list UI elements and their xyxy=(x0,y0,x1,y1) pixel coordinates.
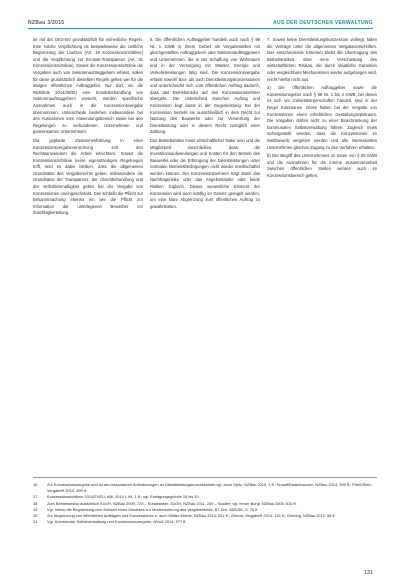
footnote-text: Vgl. Kommunale Selbstverwaltung und Konzessionsvergabe, NVwZ 2014, 977 ff. xyxy=(47,519,187,525)
footnote-number: 17 xyxy=(33,494,38,500)
footnote-number: 21 xyxy=(33,519,38,525)
footnote-text: Zur Konzessionsvergabe und zu den besonderen Anforderungen an Dienstleistungskonzessionen vgl. auch Opitz, NZBau 2015, 1 ff.; Knauff/Badenhausen, NZBau 2014, 395 ff.; Prieß/Stein, VergabeR 2014, 499 ff. xyxy=(47,482,373,494)
paragraph: ler mit der GKS-BV grundsätzlich für einheitliche Regeln. Eine solche Verpflichtung ist beispielsweise die zeitliche Begrenzung der Laufzeit (Art. 18 Konzessionsrichtlinie) und die Verpflichtung zur Ex-ante-Transparenz (Art. 31 Konzessionsrichtlinie). Soweit die Konzessionsrichtlinie die Vergaben auch von Sektorenauftraggebern erfasst, sollen für diese grundsätzlich dieselben Regeln gelten wie für die übrigen öffentlichen Auftraggeber. Nur dort, wo die Richtlinie 2014/25/EU eine Sonderbehandlung von Sektorenauftraggebern vorsieht, werden spezifische Ausnahmen auch in die Konzessionsvergabe übernommen. Unterschiede bestehen insbesondere bei den Ausnahmen vom Anwendungsbereich sowie bei den Regelungen zu verbundenen Unternehmen und gemeinsamen Unternehmen. xyxy=(33,37,143,135)
footnote-text: Zur Abgrenzung von öffentlichen Aufträgen und Konzessionen s. auch Müller-Wrede, NZBau 2014, 321 ff.; Ziekow, VergabeR 2014, 115 ff.; Gröning, NZBau 2015, 58 ff. xyxy=(47,513,336,519)
text-column-1 xyxy=(33,37,143,476)
section-title: AUS DER DEUTSCHEN VERWALTUNG xyxy=(273,20,373,26)
footnote-text: Konzessionsrichtlinie 2014/23/EU, ABl. 2014 L 94, 1 ff.; vgl. Erwägungsgründe 18 bis 20. xyxy=(47,494,200,500)
footnote xyxy=(33,519,377,525)
footnote-number: 19 xyxy=(33,506,38,512)
header-rule xyxy=(28,28,373,29)
footnote-number: 18 xyxy=(33,500,38,506)
footnote-text: Zum Betriebsrisiko ausführlich EuGH, NZBau 2009, 729 – Eurawasser; EuGH, NZBau 2011, 239 – Stadler; vgl. ferner Burgi, NZBau 2005, 610 ff. xyxy=(47,500,297,506)
footnote xyxy=(33,482,377,494)
paragraph: b) Der Begriff des Unternehmens im Sinne von § 99 GWB und die Ausnahmen für die interne Zusammenarbeit zwischen öffentlichen Stellen werden auch im Konzessionsbereich gelten. xyxy=(267,153,377,178)
footnote-number: 16 xyxy=(33,482,38,487)
footnote-text: Vgl. hierzu die Begründung zum Entwurf eines Gesetzes zur Modernisierung des Vergaberechts, BT-Drs. 18/6281, S. 75 ff. xyxy=(47,506,259,512)
page-number: 131 xyxy=(363,570,373,576)
paragraph: Das Betriebsrisiko muss wirtschaftlicher Natur sein und die Möglichkeit einschließen, dass die Investitionsaufwendungen und Kosten für den Betrieb des Bauwerks oder die Erbringung der Dienstleistungen unter normalen Betriebsbedingungen nicht wieder erwirtschaftet werden können. Der Konzessionsnehmer trägt damit das Nachfragerisiko oder das Angebotsrisiko oder beide Risiken zugleich. Dieses wesentliche Element der Konzession wird auch künftig im Gesetz geregelt werden, um eine klare Abgrenzung zum öffentlichen Auftrag zu gewährleisten. xyxy=(150,137,260,209)
text-column-3 xyxy=(267,37,377,475)
journal-issue: NZBau 3/2015 xyxy=(28,20,65,26)
footnote-separator xyxy=(33,477,377,478)
text-column-2 xyxy=(150,37,260,475)
footnotes xyxy=(33,482,377,525)
paragraph: 7. Soweit keine Dienstleistungskonzession vorliegt, fallen die Verträge unter die allgemeinen Vergabevorschriften. Das entscheidende Kriterium bleibt die Übertragung des Betriebsrisikos. Eine reine Verschiebung des wirtschaftlichen Risikos, die durch staatliche Garantien oder vergleichbare Mechanismen wieder aufgefangen wird, reicht hierfür nicht aus. xyxy=(267,37,377,82)
paragraph: a) Die öffentlichen Auftraggeber sowie die Konzessionsgeber nach § 99 Nr. 1 bis 4 GWB, bei denen es sich um Gebietskörperschaften handelt, sind in der Regel Kommunen. Diese haben bei der Vergabe von Konzessionen einen erheblichen Gestaltungsspielraum. Die Vorgaben dürfen nicht zu einer Einschränkung der kommunalen Selbstverwaltung führen. Zugleich muss sichergestellt werden, dass die Konzessionen im Wettbewerb vergeben werden und alle interessierten Unternehmen gleichen Zugang zu den Verfahren erhalten. xyxy=(267,85,377,150)
paragraph: Die geplante Zusammenführung in einer Konzessionsvergabeverordnung soll den Rechtsanwendern die Arbeit erleichtern. Soweit die Konzessionsrichtlinie keine eigenständigen Regelungen trifft, wird es dabei bleiben, dass die allgemeinen Grundsätze des Vergaberechts gelten. Insbesondere die Grundsätze der Transparenz, der Gleichbehandlung und der Verhältnismäßigkeit gelten bei der Vergabe von Konzessionen uneingeschränkt. Das schließt die Pflicht zur Bekanntmachung ebenso ein wie die Pflicht zur Information der unterlegenen Bewerber vor Zuschlagserteilung. xyxy=(33,137,143,216)
footnote-number: 20 xyxy=(33,513,38,519)
paragraph: 6. Die öffentlichen Auftraggeber handeln auch nach § 99 Nr. 1 GWB in ihrem Gebiet als Vergabestellen mit gleichgestellten Auftraggebern oder Sektorenauftraggebern und Unternehmen, die in der Schaffung von Wohnraum und in der Versorgung mit Wasser, Energie und Verkehrsleistungen tätig sind. Die Konzessionsvergabe erfasst sowohl Bau- als auch Dienstleistungskonzessionen und unterscheidet sich vom öffentlichen Auftrag dadurch, dass das Betriebsrisiko auf den Konzessionsnehmer übergeht. Der Unterschied zwischen Auftrag und Konzession liegt damit in der Gegenleistung: Bei der Konzession besteht sie ausschließlich in dem Recht zur Nutzung des Bauwerks oder zur Verwertung der Dienstleistung oder in diesem Recht zuzüglich einer Zahlung. xyxy=(150,37,260,135)
